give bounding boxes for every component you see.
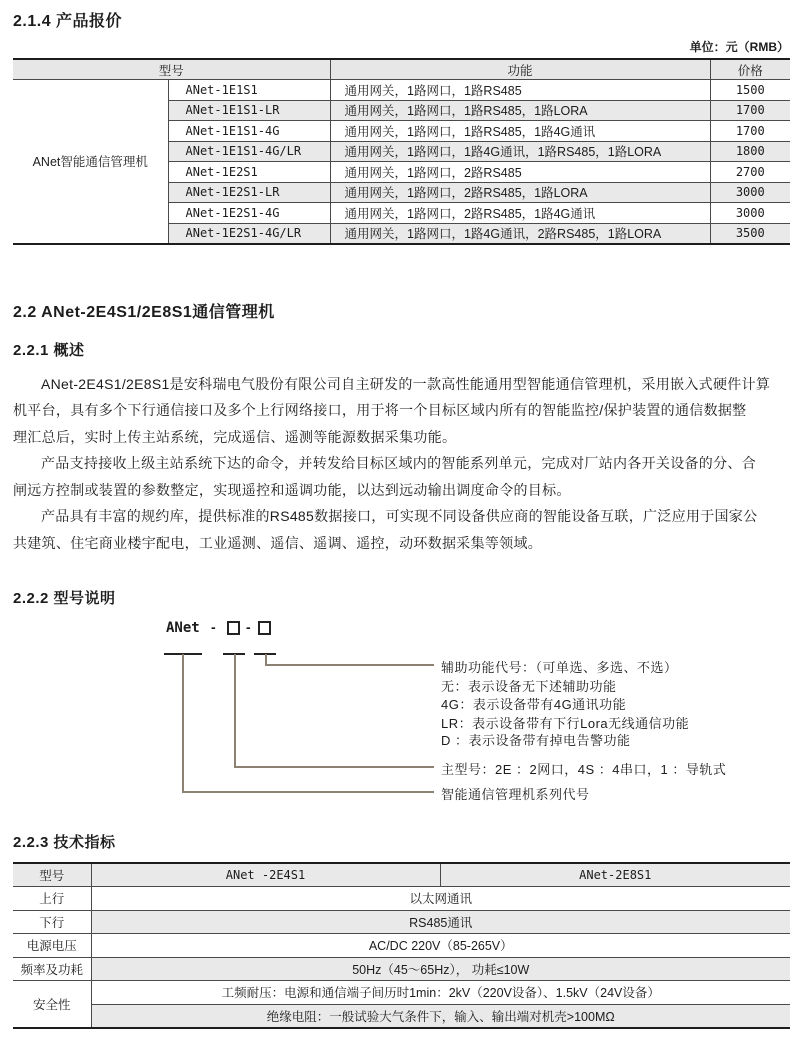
price-cell: 2700 bbox=[710, 162, 790, 183]
overview-text bbox=[13, 371, 790, 557]
connector-line bbox=[182, 654, 184, 792]
table-row bbox=[13, 981, 790, 1005]
spec-model-b: ANet-2E8S1 bbox=[440, 863, 790, 887]
connector-line bbox=[265, 664, 434, 666]
series-code-label: 智能通信管理机系列代号 bbox=[441, 787, 590, 802]
function-cell: 通用网关，1路网口，2路RS485，1路4G通讯 bbox=[330, 203, 710, 224]
paragraph-line: 闸远方控制或装置的参数整定，实现遥控和遥调功能，以达到远动输出调度命令的目标。 bbox=[13, 481, 571, 498]
spec-header-label: 型号 bbox=[13, 863, 91, 887]
table-row bbox=[13, 910, 790, 934]
spec-row-label: 频率及功耗 bbox=[13, 957, 91, 981]
table-row bbox=[13, 957, 790, 981]
model-cell: ANet-1E2S1-LR bbox=[168, 182, 330, 203]
aux-code-label: 辅助功能代号：（可单选、多选、不选） bbox=[441, 660, 678, 675]
function-cell: 通用网关，1路网口，1路4G通讯，2路RS485，1路LORA bbox=[330, 223, 710, 244]
model-prefix: ANet bbox=[166, 620, 200, 636]
section-title-22: 2.2 ANet-2E4S1/2E8S1通信管理机 bbox=[13, 303, 275, 321]
price-cell: 3000 bbox=[710, 182, 790, 203]
model-cell: ANet-1E2S1-4G/LR bbox=[168, 223, 330, 244]
spec-row-label: 上行 bbox=[13, 887, 91, 911]
function-cell: 通用网关，1路网口，1路RS485 bbox=[330, 80, 710, 101]
spec-safety-value: 工频耐压：电源和通信端子间历时1min：2kV（220V设备）、1.5kV（24V设备） bbox=[91, 981, 790, 1005]
header-price: 价格 bbox=[710, 59, 790, 80]
model-cell: ANet-1E2S1-4G bbox=[168, 203, 330, 224]
spec-row-value: 以太网通讯 bbox=[91, 887, 790, 911]
spec-safety-label: 安全性 bbox=[13, 981, 91, 1028]
pricing-header-row bbox=[13, 59, 790, 80]
connector-line bbox=[234, 766, 434, 768]
function-cell: 通用网关，1路网口，1路RS485，1路4G通讯 bbox=[330, 121, 710, 142]
section-title-221: 2.2.1 概述 bbox=[13, 341, 85, 359]
paragraph-line: 机平台，具有多个下行通信接口及多个上行网络接口，用于将一个目标区域内所有的智能监控/保护装置的通信数据整 bbox=[13, 402, 747, 418]
paragraph-line: 产品支持接收上级主站系统下达的命令，并转发给目标区域内的智能系列单元，完成对厂站内各开关设备的分、合 bbox=[41, 455, 756, 471]
function-cell: 通用网关，1路网口，2路RS485，1路LORA bbox=[330, 182, 710, 203]
aux-code-label: 4G：表示设备带有4G通讯功能 bbox=[441, 697, 627, 712]
header-model: 型号 bbox=[13, 59, 330, 80]
aux-code-label: 无：表示设备无下述辅助功能 bbox=[441, 679, 617, 694]
model-cell: ANet-1E1S1-4G bbox=[168, 121, 330, 142]
price-cell: 3000 bbox=[710, 203, 790, 224]
pricing-table bbox=[13, 58, 790, 245]
table-row bbox=[13, 80, 790, 101]
aux-code-label: D ：表示设备带有掉电告警功能 bbox=[441, 733, 631, 748]
header-function: 功能 bbox=[330, 59, 710, 80]
spec-row-value: 50Hz（45～65Hz）， 功耗≤10W bbox=[91, 957, 790, 981]
spec-row-value: RS485通讯 bbox=[91, 910, 790, 934]
paragraph-line: 理汇总后，实时上传主站系统，完成遥信、遥测等能源数据采集功能。 bbox=[13, 428, 457, 445]
section-title-214: 2.1.4 产品报价 bbox=[13, 13, 123, 30]
spec-safety-value: 绝缘电阻：一般试验大气条件下，输入、输出端对机壳>100MΩ bbox=[91, 1004, 790, 1028]
price-cell: 1500 bbox=[710, 80, 790, 101]
model-number-diagram bbox=[13, 614, 790, 804]
spec-row-label: 电源电压 bbox=[13, 934, 91, 958]
spec-row-value: AC/DC 220V（85-265V） bbox=[91, 934, 790, 958]
price-cell: 1700 bbox=[710, 100, 790, 121]
function-cell: 通用网关，1路网口，1路RS485，1路LORA bbox=[330, 100, 710, 121]
main-model-label: 主型号：2E ：2网口，4S ：4串口，1 ：导轨式 bbox=[441, 762, 727, 777]
price-cell: 3500 bbox=[710, 223, 790, 244]
section-title-222: 2.2.2 型号说明 bbox=[13, 590, 116, 607]
unit-label: 单位：元（RMB） bbox=[689, 40, 789, 54]
section-title-223: 2.2.3 技术指标 bbox=[13, 834, 116, 851]
table-row bbox=[13, 1004, 790, 1028]
paragraph-line: 共建筑、住宅商业楼宇配电，工业遥测、遥信、遥调、遥控，动环数据采集等领域。 bbox=[13, 534, 543, 551]
dash-glyph: - bbox=[211, 619, 216, 635]
paragraph-line: 产品具有丰富的规约库，提供标准的RS485数据接口，可实现不同设备供应商的智能设备互联，广泛应用于国家公 bbox=[41, 508, 758, 524]
dash-glyph: - bbox=[246, 619, 251, 635]
paragraph-line: ANet-2E4S1/2E8S1是安科瑞电气股份有限公司自主研发的一款高性能通用型智能通信管理机，采用嵌入式硬件计算 bbox=[41, 375, 771, 392]
price-cell: 1800 bbox=[710, 141, 790, 162]
model-placeholder-box bbox=[258, 621, 271, 635]
model-cell: ANet-1E1S1-LR bbox=[168, 100, 330, 121]
spec-row-label: 下行 bbox=[13, 910, 91, 934]
aux-code-label: LR：表示设备带有下行Lora无线通信功能 bbox=[441, 716, 690, 731]
connector-line bbox=[234, 654, 236, 767]
function-cell: 通用网关，1路网口，1路4G通讯，1路RS485，1路LORA bbox=[330, 141, 710, 162]
model-cell: ANet-1E2S1 bbox=[168, 162, 330, 183]
price-cell: 1700 bbox=[710, 121, 790, 142]
table-row bbox=[13, 934, 790, 958]
model-placeholder-box bbox=[227, 621, 240, 635]
function-cell: 通用网关，1路网口，2路RS485 bbox=[330, 162, 710, 183]
connector-line bbox=[182, 791, 434, 793]
spec-table bbox=[13, 862, 790, 1029]
table-row bbox=[13, 887, 790, 911]
model-cell: ANet-1E1S1-4G/LR bbox=[168, 141, 330, 162]
category-cell: ANet智能通信管理机 bbox=[13, 80, 168, 244]
spec-model-a: ANet -2E4S1 bbox=[91, 863, 440, 887]
table-row bbox=[13, 863, 790, 887]
model-cell: ANet-1E1S1 bbox=[168, 80, 330, 101]
